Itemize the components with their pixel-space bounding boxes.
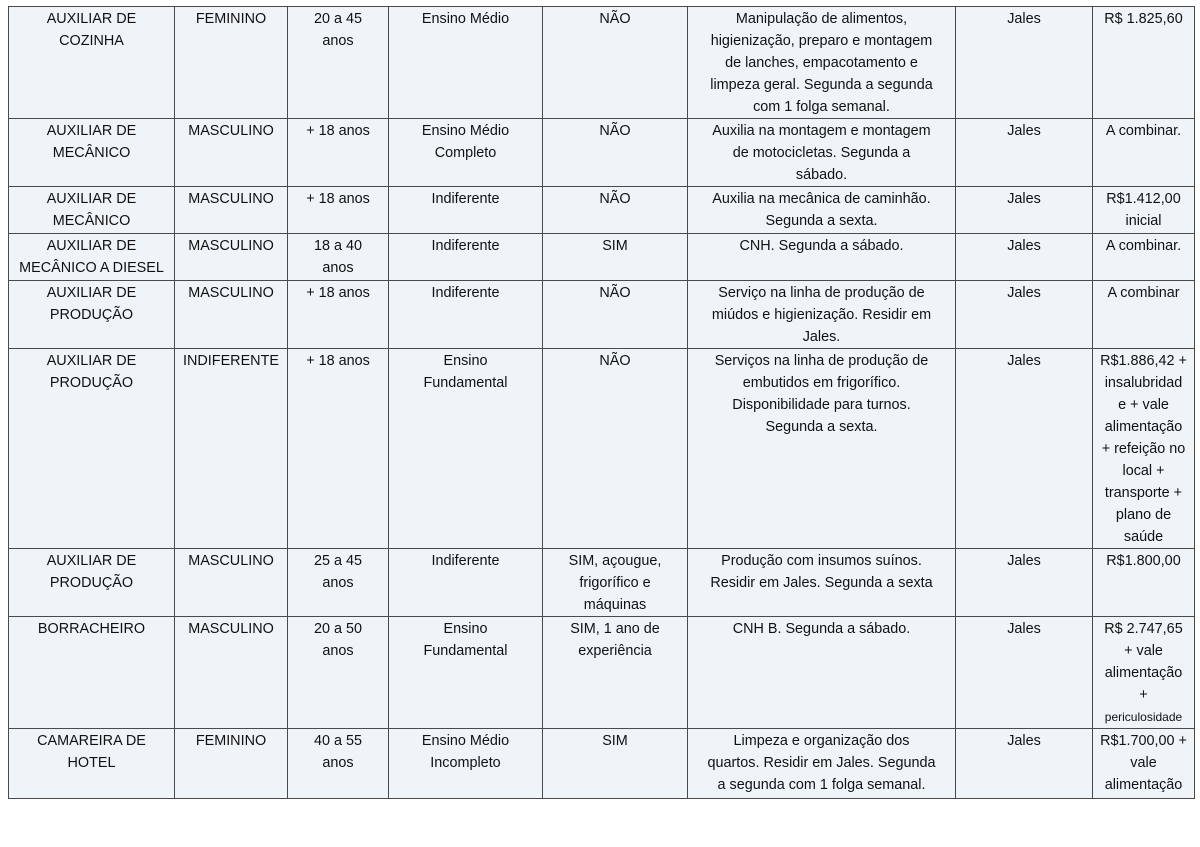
salario-cell: A combinar [1093, 281, 1195, 349]
cargo-cell: CAMAREIRA DE HOTEL [9, 729, 175, 799]
sexo-cell: MASCULINO [175, 234, 288, 281]
cidade-cell: Jales [956, 119, 1093, 187]
descricao-cell: Auxilia na mecânica de caminhão. Segunda a sexta. [688, 187, 956, 234]
salario-small-text: periculosidade [1104, 710, 1183, 724]
experiencia-cell: NÃO [543, 349, 688, 549]
descricao-cell: Limpeza e organização dos quartos. Residir em Jales. Segunda a segunda com 1 folga semanal. [688, 729, 956, 799]
idade-cell: + 18 anos [288, 187, 389, 234]
experiencia-cell: SIM [543, 729, 688, 799]
table-row [9, 119, 1195, 187]
experiencia-cell: SIM [543, 234, 688, 281]
table-row [9, 617, 1195, 729]
escolaridade-cell: Ensino Fundamental [389, 617, 543, 729]
descricao-cell: Serviços na linha de produção de embutidos em frigorífico. Disponibilidade para turnos. Segunda a sexta. [688, 349, 956, 549]
cargo-cell: AUXILIAR DE PRODUÇÃO [9, 549, 175, 617]
cargo-cell: AUXILIAR DE COZINHA [9, 7, 175, 119]
sexo-cell: INDIFERENTE [175, 349, 288, 549]
escolaridade-cell: Ensino Médio [389, 7, 543, 119]
cidade-cell: Jales [956, 234, 1093, 281]
job-listings-table [8, 6, 1195, 799]
sexo-cell: MASCULINO [175, 281, 288, 349]
cidade-cell: Jales [956, 187, 1093, 234]
cidade-cell: Jales [956, 7, 1093, 119]
descricao-cell: CNH B. Segunda a sábado. [688, 617, 956, 729]
experiencia-cell: SIM, 1 ano de experiência [543, 617, 688, 729]
idade-cell: 40 a 55 anos [288, 729, 389, 799]
descricao-cell: Auxilia na montagem e montagem de motocicletas. Segunda a sábado. [688, 119, 956, 187]
cidade-cell: Jales [956, 349, 1093, 549]
salario-cell: A combinar. [1093, 119, 1195, 187]
sexo-cell: MASCULINO [175, 187, 288, 234]
cargo-cell: AUXILIAR DE PRODUÇÃO [9, 281, 175, 349]
cargo-cell: AUXILIAR DE MECÂNICO A DIESEL [9, 234, 175, 281]
table-row [9, 349, 1195, 549]
escolaridade-cell: Indiferente [389, 281, 543, 349]
idade-cell: 25 a 45 anos [288, 549, 389, 617]
table-row [9, 7, 1195, 119]
escolaridade-cell: Indiferente [389, 234, 543, 281]
experiencia-cell: SIM, açougue, frigorífico e máquinas [543, 549, 688, 617]
experiencia-cell: NÃO [543, 281, 688, 349]
experiencia-cell: NÃO [543, 7, 688, 119]
salario-cell [1093, 617, 1195, 729]
salario-text: R$ 2.747,65 + vale alimentação + [1104, 621, 1183, 703]
sexo-cell: MASCULINO [175, 549, 288, 617]
cargo-cell: AUXILIAR DE PRODUÇÃO [9, 349, 175, 549]
salario-cell: R$1.700,00 + vale alimentação [1093, 729, 1195, 799]
cidade-cell: Jales [956, 729, 1093, 799]
descricao-cell: CNH. Segunda a sábado. [688, 234, 956, 281]
cidade-cell: Jales [956, 617, 1093, 729]
idade-cell: 18 a 40 anos [288, 234, 389, 281]
table-row [9, 729, 1195, 799]
sexo-cell: MASCULINO [175, 119, 288, 187]
cargo-cell: AUXILIAR DE MECÂNICO [9, 119, 175, 187]
idade-cell: + 18 anos [288, 349, 389, 549]
table-row [9, 281, 1195, 349]
cidade-cell: Jales [956, 549, 1093, 617]
salario-cell: R$ 1.825,60 [1093, 7, 1195, 119]
escolaridade-cell: Indiferente [389, 187, 543, 234]
descricao-cell: Manipulação de alimentos, higienização, preparo e montagem de lanches, empacotamento e limpeza geral. Segunda a segunda com 1 folga semanal. [688, 7, 956, 119]
escolaridade-cell: Ensino Médio Incompleto [389, 729, 543, 799]
sexo-cell: MASCULINO [175, 617, 288, 729]
cargo-cell: AUXILIAR DE MECÂNICO [9, 187, 175, 234]
descricao-cell: Produção com insumos suínos. Residir em Jales. Segunda a sexta [688, 549, 956, 617]
cargo-cell: BORRACHEIRO [9, 617, 175, 729]
experiencia-cell: NÃO [543, 187, 688, 234]
idade-cell: + 18 anos [288, 119, 389, 187]
sexo-cell: FEMININO [175, 729, 288, 799]
idade-cell: + 18 anos [288, 281, 389, 349]
table-row [9, 187, 1195, 234]
salario-cell: R$1.412,00 inicial [1093, 187, 1195, 234]
salario-cell: R$1.800,00 [1093, 549, 1195, 617]
escolaridade-cell: Ensino Médio Completo [389, 119, 543, 187]
salario-cell: A combinar. [1093, 234, 1195, 281]
escolaridade-cell: Indiferente [389, 549, 543, 617]
cidade-cell: Jales [956, 281, 1093, 349]
table-row [9, 549, 1195, 617]
table-row [9, 234, 1195, 281]
idade-cell: 20 a 50 anos [288, 617, 389, 729]
idade-cell: 20 a 45 anos [288, 7, 389, 119]
salario-cell: R$1.886,42 + insalubridad e + vale alimentação + refeição no local + transporte + plano de saúde [1093, 349, 1195, 549]
sexo-cell: FEMININO [175, 7, 288, 119]
escolaridade-cell: Ensino Fundamental [389, 349, 543, 549]
descricao-cell: Serviço na linha de produção de miúdos e higienização. Residir em Jales. [688, 281, 956, 349]
experiencia-cell: NÃO [543, 119, 688, 187]
